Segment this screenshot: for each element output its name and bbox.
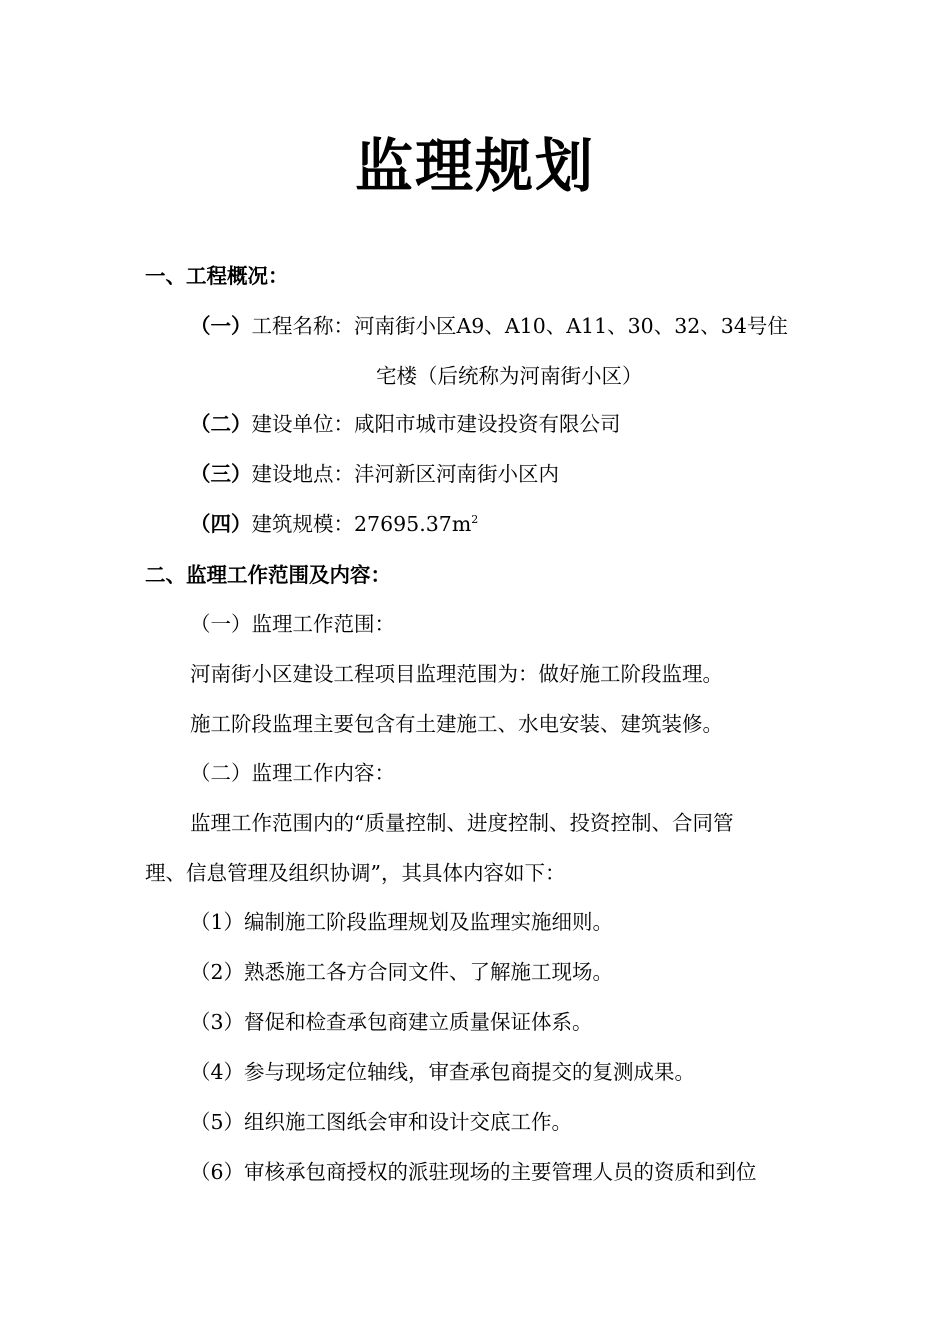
- item-text: 工程名称：河南街小区A9、A10、A11、30、32、34号住: [251, 314, 788, 338]
- superscript: 2: [471, 513, 479, 527]
- item-label: （四）: [190, 512, 252, 536]
- paragraph-scope-2: 施工阶段监理主要包含有土建施工、水电安装、建筑装修。: [190, 712, 723, 736]
- item-scale: [190, 509, 478, 539]
- item-label: （三）: [190, 462, 252, 486]
- section-heading-overview: 一、工程概况：: [145, 264, 289, 288]
- item-text: 建设地点：沣河新区河南街小区内: [251, 462, 559, 486]
- list-item: （3）督促和检查承包商建立质量保证体系。: [190, 1010, 593, 1034]
- subheading-scope: （一）监理工作范围：: [190, 612, 395, 636]
- list-item: （5）组织施工图纸会审和设计交底工作。: [190, 1110, 573, 1134]
- item-project-name: [190, 311, 788, 341]
- item-text: 建设单位：咸阳市城市建设投资有限公司: [251, 412, 621, 436]
- item-project-name-continued: 宅楼（后统称为河南街小区）: [376, 364, 643, 388]
- section-heading-scope: 二、监理工作范围及内容：: [145, 563, 391, 587]
- item-label: （一）: [190, 314, 252, 338]
- document-title: 监理规划: [354, 132, 595, 200]
- paragraph-content-1: 监理工作范围内的“质量控制、进度控制、投资控制、合同管: [190, 811, 734, 835]
- paragraph-scope-1: 河南街小区建设工程项目监理范围为：做好施工阶段监理。: [190, 662, 723, 686]
- item-builder: [190, 409, 621, 439]
- list-item: （4）参与现场定位轴线，审查承包商提交的复测成果。: [190, 1060, 696, 1084]
- subheading-content: （二）监理工作内容：: [190, 761, 395, 785]
- list-item: （1）编制施工阶段监理规划及监理实施细则。: [190, 910, 614, 934]
- paragraph-content-2: 理、信息管理及组织协调”，其具体内容如下：: [145, 861, 566, 885]
- list-item: （6）审核承包商授权的派驻现场的主要管理人员的资质和到位: [190, 1160, 757, 1184]
- item-text: 建筑规模：27695.37m: [251, 512, 472, 536]
- list-item: （2）熟悉施工各方合同文件、了解施工现场。: [190, 960, 614, 984]
- item-label: （二）: [190, 412, 252, 436]
- item-location: [190, 459, 559, 489]
